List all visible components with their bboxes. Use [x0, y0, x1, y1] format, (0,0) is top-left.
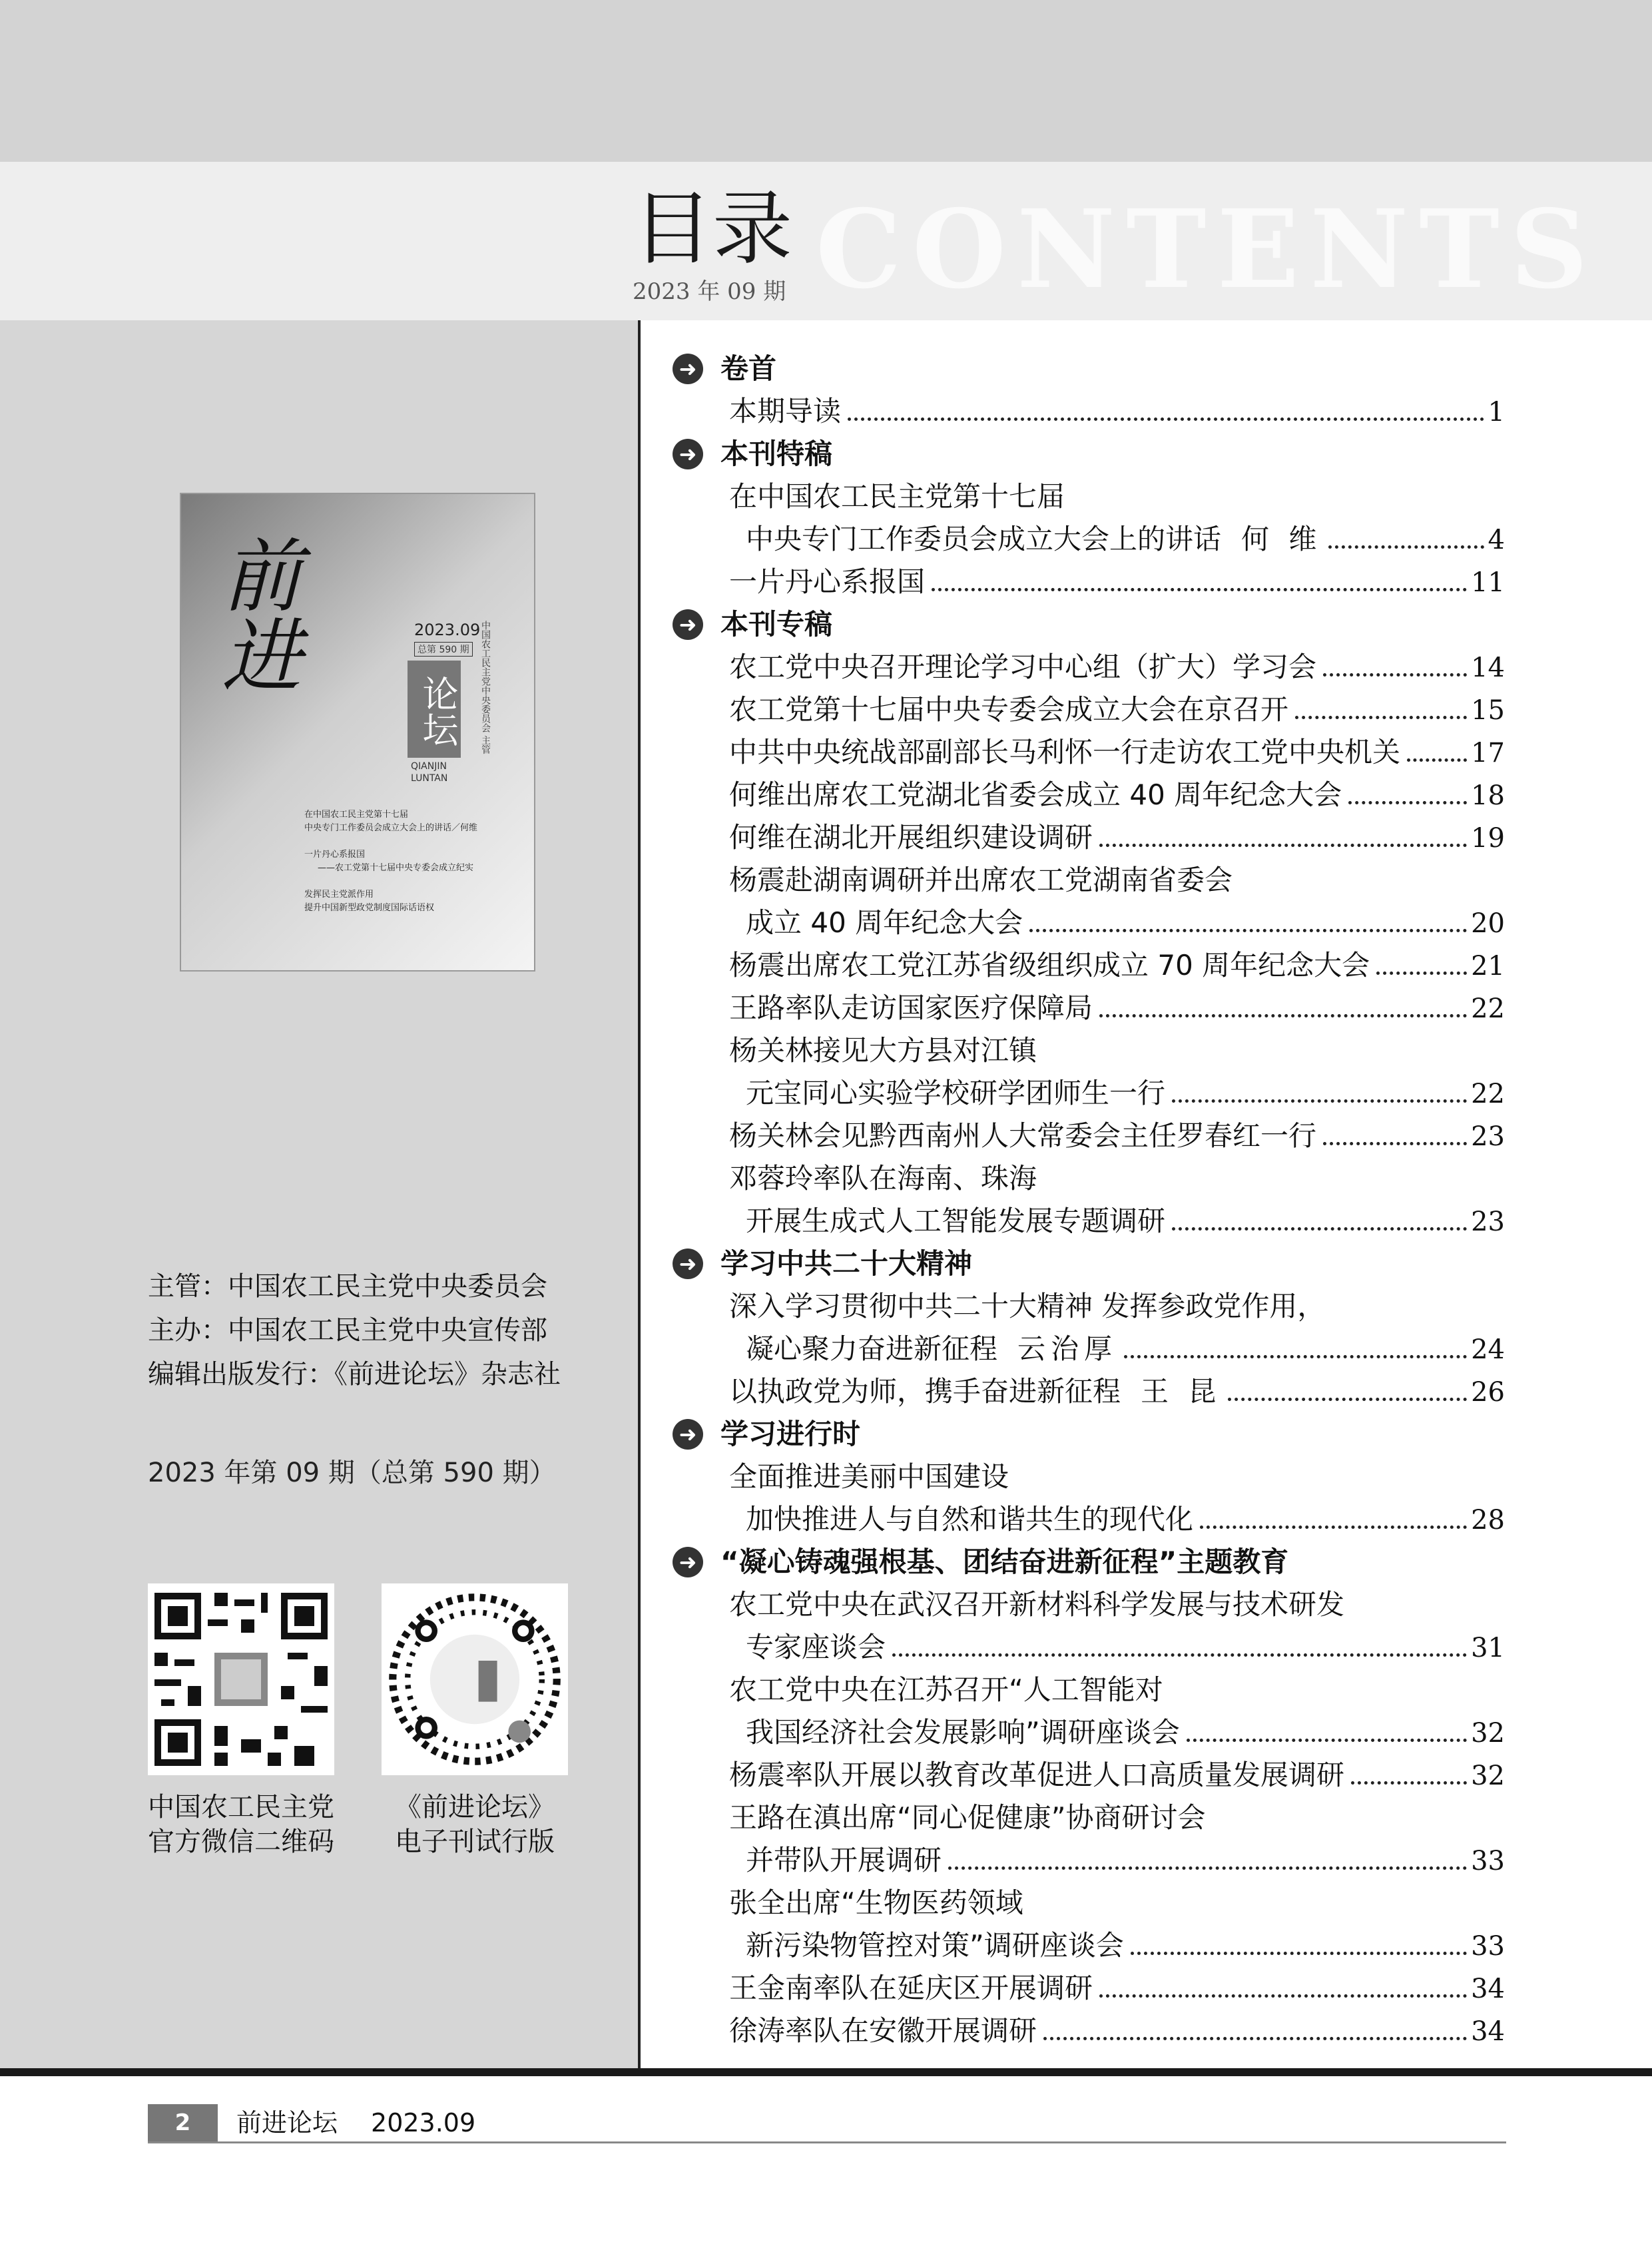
- cover-date: 2023.09: [414, 621, 481, 639]
- toc-entry[interactable]: [729, 774, 1505, 816]
- toc-entry[interactable]: [746, 1626, 1505, 1669]
- toc-section-title: 卷首: [720, 352, 777, 385]
- toc-entry-title: 并带队开展调研: [746, 1844, 942, 1876]
- toc-entry-title: 杨关林接见大方县对江镇: [729, 1034, 1037, 1067]
- toc-section-title: 学习进行时: [720, 1418, 861, 1450]
- dot-leader: [1295, 716, 1467, 719]
- toc-section[interactable]: [673, 1541, 1288, 1583]
- toc-entry-author: 云治厚: [1017, 1332, 1118, 1365]
- toc-entry-author: 王 昆: [1141, 1375, 1222, 1408]
- dot-leader: [1348, 801, 1467, 804]
- toc-section-title: 本刊专稿: [720, 608, 833, 641]
- toc-section[interactable]: [673, 1413, 860, 1456]
- toc-entry-title: 新污染物管控对策”调研座谈会: [746, 1929, 1124, 1962]
- toc-entry-title: 农工党中央在江苏召开“人工智能对: [729, 1673, 1163, 1706]
- toc-entry[interactable]: [729, 1754, 1505, 1797]
- toc-entry-title: 凝心聚力奋进新征程: [746, 1332, 998, 1365]
- page-number: 2: [148, 2104, 218, 2141]
- arrow-right-icon: ➜: [673, 439, 703, 469]
- toc-entry-page: 14: [1471, 653, 1505, 683]
- dot-leader: [1328, 545, 1484, 549]
- toc-entry-page: 22: [1471, 1079, 1505, 1109]
- toc-entry[interactable]: [746, 1072, 1505, 1115]
- toc-entry[interactable]: [729, 1285, 1505, 1328]
- toc-entry[interactable]: [729, 1370, 1505, 1413]
- toc-entry-title: 以执政党为师，携手奋进新征程: [729, 1375, 1121, 1408]
- cover-thumbnail: [180, 493, 535, 972]
- toc-entry-page: 18: [1471, 780, 1505, 811]
- dot-leader: [848, 418, 1484, 421]
- toc-entry-title: 何维在湖北开展组织建设调研: [729, 821, 1093, 854]
- toc-entry-title: 我国经济社会发展影响”调研座谈会: [746, 1716, 1180, 1749]
- toc-entry[interactable]: [746, 1200, 1505, 1243]
- toc-entry-page: 1: [1488, 397, 1505, 427]
- toc-section-title: 学习中共二十大精神: [720, 1247, 973, 1280]
- toc-entry[interactable]: [729, 731, 1505, 774]
- toc-entry-page: 34: [1471, 2016, 1505, 2047]
- toc-section[interactable]: [673, 348, 776, 390]
- publisher-line: 主办：中国农工民主党中央宣传部: [148, 1315, 547, 1346]
- volume-label: 2023 年第 09 期（总第 590 期）: [148, 1458, 556, 1488]
- toc-entry-title: 加快推进人与自然和谐共生的现代化: [746, 1503, 1194, 1536]
- footer-rule: [148, 2141, 1506, 2143]
- toc-entry-author: 何 维: [1241, 523, 1322, 555]
- dot-leader: [892, 1653, 1467, 1657]
- toc-entry-title: 杨震率队开展以教育改革促进人口高质量发展调研: [729, 1759, 1345, 1791]
- toc-entry[interactable]: [729, 1583, 1505, 1626]
- toc-entry-title: 专家座谈会: [746, 1631, 886, 1663]
- toc-entry-title: 王路率队走访国家医疗保障局: [729, 991, 1093, 1024]
- toc-entry[interactable]: [729, 646, 1505, 689]
- cover-total: 总第 590 期: [414, 642, 473, 657]
- toc-entry[interactable]: [746, 1924, 1505, 1967]
- toc-entry-title: 成立 40 周年纪念大会: [746, 906, 1023, 939]
- toc-section[interactable]: [673, 433, 832, 475]
- toc-entry-page: 33: [1471, 1846, 1505, 1876]
- toc-entry[interactable]: [729, 859, 1505, 902]
- toc-section-title: 本刊特稿: [720, 437, 833, 470]
- toc-section[interactable]: [673, 1243, 972, 1285]
- footer-magazine: [236, 2103, 475, 2143]
- toc-entry-title: 农工党中央在武汉召开新材料科学发展与技术研发: [729, 1588, 1345, 1621]
- top-band: [0, 0, 1652, 162]
- publisher-line: 编辑出版发行：《前进论坛》杂志社: [148, 1359, 561, 1390]
- dot-leader: [1323, 1142, 1467, 1145]
- bottom-rule: [0, 2068, 1652, 2076]
- arrow-right-icon: ➜: [673, 1547, 703, 1577]
- publisher-line: 主管：中国农工民主党中央委员会: [148, 1271, 547, 1302]
- dot-leader: [1200, 1526, 1467, 1529]
- toc-entry-title: 杨震赴湖南调研并出席农工党湖南省委会: [729, 864, 1233, 896]
- toc-entry-page: 20: [1471, 908, 1505, 939]
- arrow-right-icon: ➜: [673, 609, 703, 640]
- cover-line: 在中国农工民主党第十七届: [304, 810, 409, 820]
- toc-entry-page: 32: [1471, 1761, 1505, 1791]
- dot-leader: [1187, 1739, 1467, 1742]
- dot-leader: [1407, 758, 1467, 762]
- arrow-right-icon: ➜: [673, 1249, 703, 1279]
- toc-entry-page: 21: [1471, 951, 1505, 981]
- toc-section[interactable]: [673, 603, 832, 646]
- cover-line: 发挥民主党派作用: [304, 890, 374, 900]
- toc-entry-title: 杨震出席农工党江苏省级组织成立 70 周年纪念大会: [729, 949, 1370, 981]
- page-title: 目录: [633, 183, 792, 276]
- toc-entry-title: 中央专门工作委员会成立大会上的讲话: [746, 523, 1222, 555]
- toc-entry[interactable]: [746, 902, 1505, 944]
- toc-entry-title: 张全出席“生物医药领域: [729, 1886, 1023, 1919]
- toc-entry-title: 本期导读: [729, 395, 842, 427]
- toc-entry-title: 中共中央统战部副部长马利怀一行走访农工党中央机关: [729, 736, 1401, 768]
- toc-entry-page: 24: [1471, 1334, 1505, 1365]
- toc-entry[interactable]: [729, 475, 1505, 518]
- dot-leader: [1351, 1781, 1467, 1785]
- toc-entry-page: 31: [1471, 1633, 1505, 1663]
- dot-leader: [1029, 929, 1467, 932]
- toc-entry[interactable]: [729, 1669, 1505, 1711]
- ebook-mini-program-code: [382, 1583, 568, 1775]
- toc-entry-page: 33: [1471, 1931, 1505, 1962]
- toc-entry-page: 11: [1471, 567, 1505, 598]
- toc-entry-page: 19: [1471, 823, 1505, 854]
- issue-label: 2023 年 09 期: [633, 278, 786, 305]
- toc-entry-title: 深入学习贯彻中共二十大精神 发挥参政党作用，: [729, 1290, 1326, 1322]
- cover-line: 一片丹心系报国: [304, 850, 366, 860]
- cover-line: ——农工党第十七届中央专委会成立纪实: [318, 863, 474, 873]
- toc-entry-page: 23: [1471, 1207, 1505, 1237]
- dot-leader: [1099, 1014, 1467, 1017]
- toc-entry[interactable]: [729, 1882, 1505, 1924]
- toc-entry[interactable]: [729, 1157, 1505, 1200]
- dot-leader: [1376, 972, 1467, 975]
- dot-leader: [1131, 1952, 1467, 1955]
- qr-caption-line: 电子刊试行版: [395, 1826, 555, 1857]
- toc-entry-title: 杨关林会见黔西南州人大常委会主任罗春红一行: [729, 1119, 1317, 1152]
- toc-entry-title: 邓蓉玲率队在海南、珠海: [729, 1162, 1037, 1195]
- toc-entry[interactable]: [746, 1711, 1505, 1754]
- footer-date: 2023.09: [371, 2108, 476, 2137]
- toc-entry-title: 王路在滇出席“同心促健康”协商研讨会: [729, 1801, 1206, 1834]
- dot-leader: [1172, 1099, 1467, 1103]
- toc-section-title: “凝心铸魂强根基、团结奋进新征程”主题教育: [720, 1545, 1289, 1578]
- toc-entry[interactable]: [729, 2010, 1505, 2052]
- dot-leader: [1043, 2037, 1467, 2040]
- toc-entry[interactable]: [729, 1456, 1505, 1498]
- arrow-right-icon: ➜: [673, 1419, 703, 1450]
- toc-entry-page: 22: [1471, 993, 1505, 1024]
- cover-calligraphy: 前进: [208, 534, 301, 694]
- toc-entry[interactable]: [729, 561, 1505, 603]
- toc-entry-title: 全面推进美丽中国建设: [729, 1460, 1009, 1493]
- toc-entry[interactable]: [746, 518, 1505, 561]
- toc-entry-title: 王金南率队在延庆区开展调研: [729, 1972, 1093, 2004]
- cover-line: 中央专门工作委员会成立大会上的讲话／何维: [304, 823, 478, 833]
- toc-entry-title: 农工党中央召开理论学习中心组（扩大）学习会: [729, 651, 1317, 683]
- cover-pinyin: QIANJIN LUNTAN: [411, 761, 448, 784]
- toc-entry-title: 何维出席农工党湖北省委会成立 40 周年纪念大会: [729, 778, 1342, 811]
- toc-entry[interactable]: [729, 390, 1505, 433]
- toc-entry[interactable]: [746, 1498, 1505, 1541]
- toc-entry-title: 元宝同心实验学校研学团师生一行: [746, 1077, 1166, 1109]
- toc-entry-page: 26: [1471, 1377, 1505, 1408]
- toc-entry-title: 徐涛率队在安徽开展调研: [729, 2014, 1037, 2047]
- toc-entry-title: 一片丹心系报国: [729, 565, 926, 598]
- toc-entry[interactable]: [729, 1029, 1505, 1072]
- arrow-right-icon: ➜: [673, 354, 703, 384]
- toc-entry-title: 在中国农工民主党第十七届: [729, 480, 1065, 513]
- toc-entry[interactable]: [746, 1328, 1505, 1370]
- footer-magazine-name: 前进论坛: [236, 2108, 338, 2137]
- toc-entry-title: 开展生成式人工智能发展专题调研: [746, 1205, 1166, 1237]
- toc-entry-page: 23: [1471, 1121, 1505, 1152]
- cover-vertical-text: 中国农工民主党中央委员会 主管: [480, 621, 491, 754]
- toc-entry[interactable]: [729, 987, 1505, 1029]
- dot-leader: [932, 588, 1467, 591]
- toc-entry-title: 农工党第十七届中央专委会成立大会在京召开: [729, 693, 1289, 726]
- dot-leader: [1099, 844, 1467, 847]
- dot-leader: [1124, 1355, 1467, 1358]
- qr-caption-line: 《前进论坛》: [395, 1792, 555, 1822]
- toc-entry-page: 32: [1471, 1718, 1505, 1749]
- dot-leader: [948, 1866, 1467, 1870]
- toc-entry[interactable]: [729, 944, 1505, 987]
- toc-entry[interactable]: [729, 816, 1505, 859]
- toc-entry-page: 4: [1488, 525, 1505, 555]
- title-en: CONTENTS: [816, 186, 1599, 313]
- cover-line: 提升中国新型政党制度国际话语权: [304, 903, 435, 913]
- dot-leader: [1172, 1227, 1467, 1231]
- wechat-qr-code: [148, 1583, 334, 1775]
- toc-entry[interactable]: [729, 689, 1505, 731]
- toc-entry-page: 28: [1471, 1505, 1505, 1536]
- dot-leader: [1099, 1994, 1467, 1998]
- toc-entry-page: 17: [1471, 738, 1505, 768]
- toc-entry[interactable]: [746, 1839, 1505, 1882]
- qr-caption-line: 官方微信二维码: [148, 1826, 334, 1857]
- toc-entry[interactable]: [729, 1115, 1505, 1157]
- column-divider: [638, 320, 641, 2068]
- cover-luntan: 论坛: [408, 661, 461, 758]
- toc-entry-page: 15: [1471, 695, 1505, 726]
- toc-entry[interactable]: [729, 1967, 1505, 2010]
- toc-entry-page: 34: [1471, 1974, 1505, 2004]
- dot-leader: [1323, 673, 1467, 677]
- toc-entry[interactable]: [729, 1797, 1505, 1839]
- dot-leader: [1228, 1398, 1467, 1401]
- qr-caption-line: 中国农工民主党: [148, 1792, 334, 1822]
